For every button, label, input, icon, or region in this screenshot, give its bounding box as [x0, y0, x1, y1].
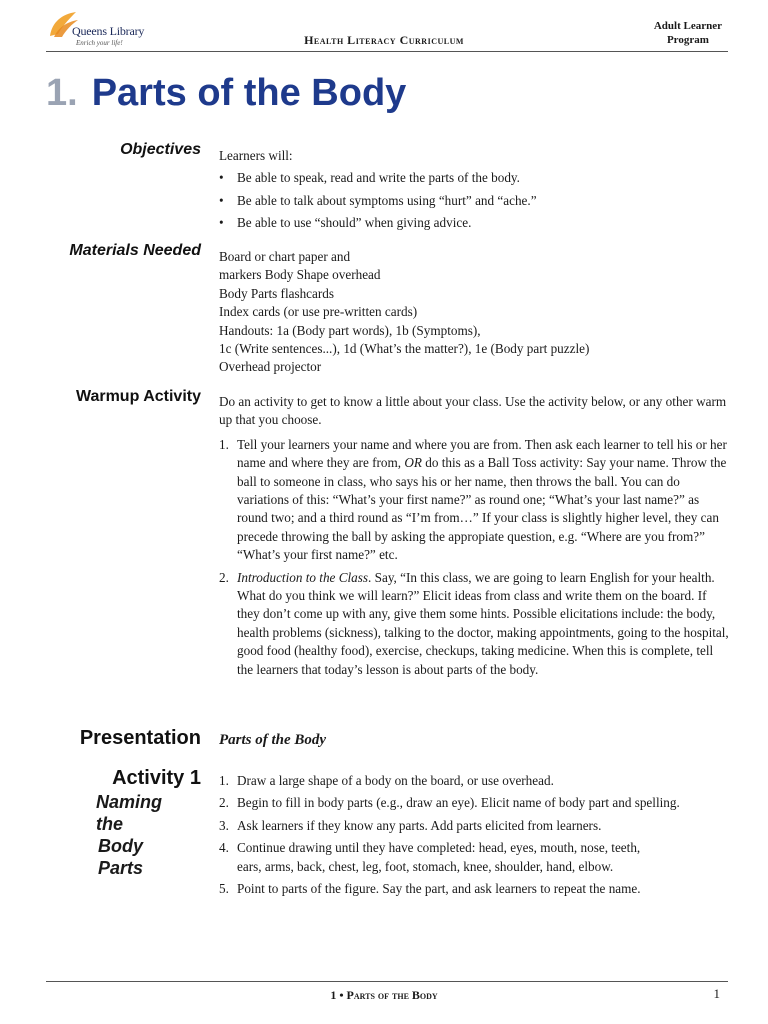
warmup-item [219, 569, 731, 679]
material-line: Index cards (or use pre-written cards) [219, 304, 418, 320]
objectives-list [219, 169, 731, 232]
material-line: 1c (Write sentences...), 1d (What’s the matter?), 1e (Body part puzzle) [219, 341, 590, 357]
warmup-item-title: Introduction to the Class [237, 569, 369, 585]
curriculum-title: Health Literacy Curriculum [304, 33, 464, 47]
material-line: Board or chart paper and [219, 249, 351, 264]
step-text: Draw a large shape of a body on the board, or use overhead. [237, 773, 554, 788]
step-text: Point to parts of the figure. Say the part, and ask learners to repeat the name. [237, 881, 641, 897]
step-text: Ask learners if they know any parts. Add parts elicited from learners. [237, 817, 602, 833]
warmup-item-number: 1. [219, 436, 229, 452]
page-number: 1 [713, 986, 720, 1001]
objective-item: • Be able to talk about symptoms using “hurt” and “ache.” [219, 192, 731, 210]
warmup-item [219, 436, 731, 565]
objective-item: • Be able to use “should” when giving advice. [219, 214, 731, 232]
logo-tagline: Enrich your life! [76, 39, 123, 47]
activity-name-line: the [96, 814, 123, 834]
activity-name-line: Body [98, 836, 143, 856]
warmup-label: Warmup Activity [75, 388, 201, 405]
warmup-intro: Do an activity to get to know a little about your class. Use the activity below, or any other warm up that you choose. [219, 394, 727, 428]
materials-section [219, 248, 731, 377]
warmup-item-number: 2. [219, 569, 229, 585]
warmup-item-or: OR [404, 455, 422, 471]
step-number: 3. [219, 817, 229, 833]
program-label [654, 19, 722, 47]
warmup-item-text-a: Tell your learners your name and where you are from. Then ask each learner to tell his or her name and where they are from, [237, 436, 727, 471]
material-line: markers Body Shape overhead [219, 267, 381, 283]
footer-rule [46, 981, 728, 982]
activity-step [219, 772, 727, 790]
activity-step [219, 817, 727, 835]
objectives-section [219, 147, 731, 237]
activity-steps [219, 772, 727, 902]
warmup-item-text-b: do this as a Ball Toss activity: Say your name. Throw the ball to someone in class, who says his or her name, then throws the ball. You can do variations of this: “What’s your first name?” as round one; “What’s your last name?” as round two; and a third round as “I’m from…” If your class is slightly higher level, they can precede throwing the ball by asking the appropiate question, e.g. “Where are you from?” “What’s your first name?” etc. [237, 455, 727, 563]
step-text: Begin to fill in body parts (e.g., draw an eye). Elicit name of body part and spelling. [237, 795, 680, 811]
step-number: 5. [219, 881, 229, 897]
warmup-item-text: . Say, “In this class, we are going to learn English for your health. What do you think we will learn?” Elicit ideas from class and write them on the board. If they don’t come up with any, give them some hints. Possible elicitations include: the body, health problems (sickness), talking to the doctor, making appointments, going to the hospital, good food (healthy food), exercise, checkups, taking medicine. When this is complete, tell the learners that today’s lesson is about parts of the body. [237, 569, 729, 677]
logo-name: Queens Library [72, 24, 145, 38]
footer-title: 1 • Parts of the Body [330, 988, 438, 1002]
header-rule [46, 51, 728, 52]
activity-name-line: Parts [98, 858, 144, 878]
activity-label: Activity 1 [112, 767, 201, 789]
chapter-title: Parts of the Body [91, 72, 407, 114]
objectives-intro: Learners will: [219, 148, 293, 163]
step-text: Continue drawing until they have completed: head, eyes, mouth, nose, teeth, ears, arms, back, chest, leg, foot, stomach, knee, shoulder, hand, elbow. [237, 840, 641, 874]
program-line-2: Program [666, 34, 709, 46]
activity-step [219, 794, 727, 812]
activity-list [219, 772, 727, 898]
warmup-section [219, 393, 731, 683]
chapter-number: 1. [46, 72, 78, 114]
material-line: Body Parts flashcards [219, 285, 335, 301]
presentation-label: Presentation [79, 727, 201, 749]
activity-name [96, 791, 162, 879]
page-title [46, 72, 406, 115]
warmup-list [219, 436, 731, 679]
activity-name-line: Naming [96, 792, 163, 812]
program-line-1: Adult Learner [653, 20, 722, 32]
activity-step [219, 880, 727, 898]
step-number: 1. [219, 773, 229, 788]
step-number: 2. [219, 795, 229, 811]
material-line: Overhead projector [219, 359, 322, 375]
objectives-label: Objectives [120, 141, 201, 158]
presentation-subtitle: Parts of the Body [219, 732, 327, 748]
step-number: 4. [219, 840, 229, 856]
materials-label: Materials Needed [69, 242, 201, 259]
activity-step [219, 839, 727, 876]
objective-item: • Be able to speak, read and write the parts of the body. [219, 169, 731, 187]
material-line: Handouts: 1a (Body part words), 1b (Symptoms), [219, 322, 481, 338]
